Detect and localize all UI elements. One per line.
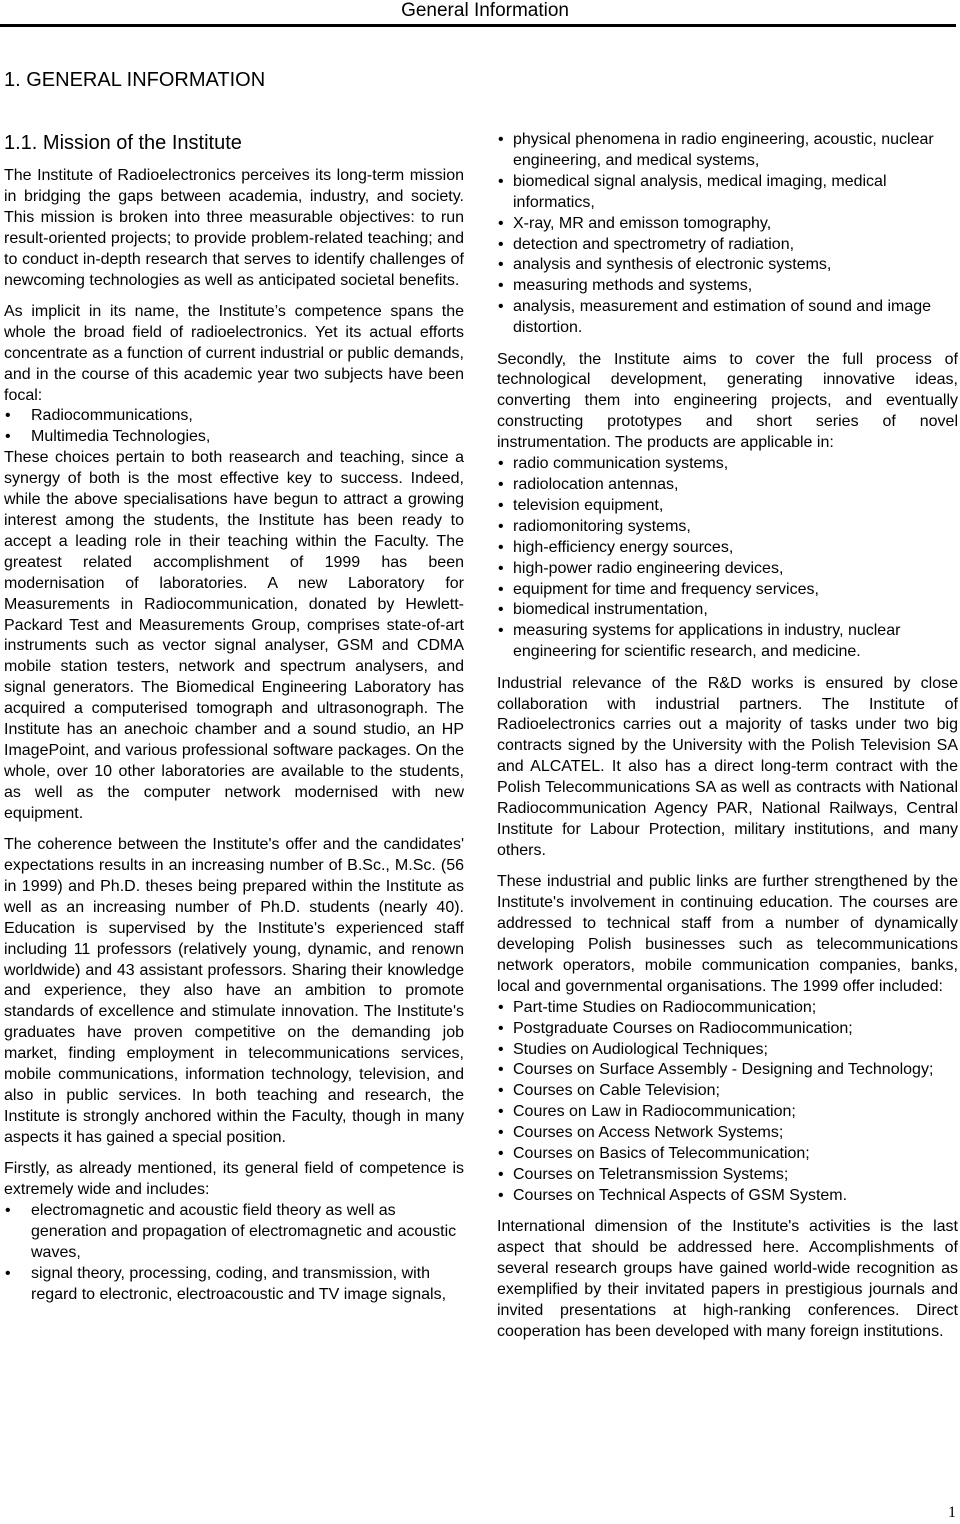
bullet-icon: • <box>498 131 504 148</box>
bullet-icon: • <box>498 559 504 577</box>
list-item: • Courses on Teletransmission Systems; <box>497 1165 958 1186</box>
bullet-icon: • <box>498 601 504 619</box>
bullet-icon: • <box>498 538 504 556</box>
list-item: • measuring methods and systems, <box>497 276 958 297</box>
list-item: • Courses on Access Network Systems; <box>497 1123 958 1144</box>
paragraph-continuing-education: These industrial and public links are further strengthened by the Institute's involvement in continuing education. The courses are addressed to technical staff from a number of dynamically developing Polish businesses such as telecommunications network operators, mobile communication companies, banks, local and governmental organisations. The 1999 offer included: <box>497 873 958 995</box>
left-column <box>4 166 464 1306</box>
bullet-icon: • <box>498 235 504 253</box>
list-item: • radio communication systems, <box>497 454 958 475</box>
bullet-icon: • <box>498 1166 504 1183</box>
running-header: General Information <box>401 0 569 21</box>
bullet-icon: • <box>498 998 504 1016</box>
bullet-icon: • <box>498 1040 504 1058</box>
list-item: • Courses on Basics of Telecommunication; <box>497 1144 958 1165</box>
bullet-icon: • <box>5 428 11 446</box>
bullet-icon: • <box>498 277 504 295</box>
offer-list <box>497 998 958 1207</box>
list-item: • physical phenomena in radio engineering, acoustic, nuclear engineering, and medical systems, <box>498 131 934 169</box>
bullet-icon: • <box>498 476 504 493</box>
bullet-icon: • <box>498 1082 504 1100</box>
right-column <box>497 130 958 1353</box>
list-item: • radiomonitoring systems, <box>497 517 958 538</box>
competence-list <box>4 1201 464 1306</box>
header-rule <box>0 24 956 27</box>
bullet-icon: • <box>498 1019 504 1037</box>
focal-subjects-list <box>4 406 464 448</box>
list-item: • Radiocommunications, <box>4 406 464 427</box>
list-item: • detection and spectrometry of radiation, <box>497 235 958 256</box>
paragraph-firstly: Firstly, as already mentioned, its general field of competence is extremely wide and includes: <box>4 1160 464 1199</box>
list-item: • Coures on Law in Radiocommunication; <box>497 1102 958 1123</box>
bullet-icon: • <box>498 214 504 232</box>
bullet-icon: • <box>498 1103 504 1121</box>
list-item: • television equipment, <box>497 496 958 517</box>
paragraph-mission: The Institute of Radioelectronics perceives its long-term mission in bridging the gaps between academia, industry, and society. This mission is broken into three measurable objectives: to run result-oriented projects; to provide problem-related teaching; and to conduct in-depth research that serves to identify challenges of newcoming technologies as well as anticipated societal benefits. <box>4 167 464 289</box>
bullet-icon: • <box>498 517 504 535</box>
list-item: • biomedical instrumentation, <box>497 600 958 621</box>
list-item: • Part-time Studies on Radiocommunication; <box>497 998 958 1019</box>
list-item: • electromagnetic and acoustic field theory as well as generation and propagation of electromagnetic and acoustic waves, <box>5 1202 457 1261</box>
bullet-icon: • <box>498 455 504 473</box>
list-item: • Studies on Audiological Techniques; <box>497 1040 958 1061</box>
list-item: • biomedical signal analysis, medical imaging, medical informatics, <box>498 172 887 211</box>
list-item: • Multimedia Technologies, <box>4 427 464 448</box>
list-item: • measuring systems for applications in industry, nuclear engineering for scientific research, and medicine. <box>498 622 901 661</box>
list-item: • Postgraduate Courses on Radiocommunication; <box>497 1019 958 1040</box>
page-number: 1 <box>948 1504 956 1521</box>
section-heading: 1. GENERAL INFORMATION <box>4 69 266 91</box>
bullet-icon: • <box>498 1061 504 1079</box>
paragraph-education: The coherence between the Institute's offer and the candidates' expectations results in an increasing number of B.Sc., M.Sc. (56 in 1999) and Ph.D. theses being prepared within the Institute as well as an increasing number of Ph.D. students (nearly 40). Education is supervised by the Institute's experienced staff including 11 professors (relatively young, dynamic, and renown worldwide) and 43 assistant professors. Sharing their knowledge and experience, they also have an ambition to promote standards of excellence and stimulate innovation. The Institute's graduates have proven competitive on the demanding job market, finding employment in telecommunications services, mobile communications, information technology, television, and also in public services. In both teaching and research, the Institute is strongly anchored within the Faculty, though in many aspects it has gained a special position. <box>4 836 464 1146</box>
list-item: • high-efficiency energy sources, <box>497 538 958 559</box>
bullet-icon: • <box>5 1264 11 1282</box>
bullet-icon: • <box>498 172 504 190</box>
paragraph-industrial: Industrial relevance of the R&D works is ensured by close collaboration with industrial partners. The Institute of Radioelectronics carries out a majority of tasks under two big contracts signed by the University with the Polish Television SA and ALCATEL. It also has a direct long-term contract with the Polish Telecommunications SA as well as contracts with National Radiocommunication Agency PAR, National Railways, Central Institute for Labour Protection, military institutions, and many others. <box>497 674 958 859</box>
bullet-icon: • <box>498 622 504 640</box>
bullet-icon: • <box>498 298 504 316</box>
list-item: • radiolocation antennas, <box>497 475 958 496</box>
competence-list-continued <box>497 130 958 339</box>
list-item: • analysis, measurement and estimation of sound and image distortion. <box>498 298 932 337</box>
bullet-icon: • <box>498 1124 504 1142</box>
list-item: • high-power radio engineering devices, <box>497 559 958 580</box>
list-item: • signal theory, processing, coding, and transmission, with regard to electronic, electroacoustic and TV image signals, <box>5 1264 447 1303</box>
list-item: • X-ray, MR and emisson tomography, <box>497 214 958 235</box>
bullet-icon: • <box>498 496 504 514</box>
list-item: • analysis and synthesis of electronic systems, <box>497 255 958 276</box>
products-list <box>497 454 958 663</box>
paragraph-laboratories: These choices pertain to both reasearch and teaching, since a synergy of both is the most effective key to success. Indeed, while the above specialisations have begun to attract a growing interest among the students, the Institute has been ready to accept a leading role in their teaching within the Faculty. The greatest related accomplishment of 1999 has been modernisation of laboratories. A new Laboratory for Measurements in Radiocommunication, donated by Hewlett-Packard Test and Measurements Group, comprises state-of-art instruments such as vector signal analyser, GSM and CDMA mobile station testers, network and spectrum analysers, and signal generators. The Biomedical Engineering Laboratory has acquired a computerised tomograph and ultrasonograph. The Institute has an anechoic chamber and a sound studio, an HP ImagePoint, and various professional software packages. On the whole, over 10 other laboratories are available to the students, as well as the computer network modernised with new equipment. <box>4 449 464 822</box>
list-item: • Courses on Technical Aspects of GSM System. <box>497 1186 958 1207</box>
bullet-icon: • <box>5 407 11 425</box>
list-item: • Courses on Cable Television; <box>497 1081 958 1102</box>
bullet-icon: • <box>498 1145 504 1163</box>
bullet-icon: • <box>5 1202 11 1219</box>
list-item: • Courses on Surface Assembly - Designing and Technology; <box>497 1060 958 1081</box>
paragraph-competence: As implicit in its name, the Institute’s competence spans the whole the broad field of radioelectronics. Yet its actual efforts concentrate as a function of current industrial or public demands, and in the course of this academic year two subjects have been focal: <box>4 302 464 404</box>
list-item: • equipment for time and frequency services, <box>497 580 958 601</box>
bullet-icon: • <box>498 256 504 274</box>
paragraph-secondly: Secondly, the Institute aims to cover the full process of technological development, generating innovative ideas, converting them into engineering projects, and eventually constructing prototypes and short series of novel instrumentation. The products are applicable in: <box>497 350 958 452</box>
paragraph-international: International dimension of the Institute's activities is the last aspect that should be addressed here. Accomplishments of several research groups have gained world-wide recognition as exemplified by their invitated papers in prestigious journals and invited presentations at high-ranking conferences. Direct cooperation has been developed with many foreign institutions. <box>497 1218 958 1340</box>
bullet-icon: • <box>498 1186 504 1204</box>
subsection-heading: 1.1. Mission of the Institute <box>4 132 242 154</box>
bullet-icon: • <box>498 580 504 598</box>
